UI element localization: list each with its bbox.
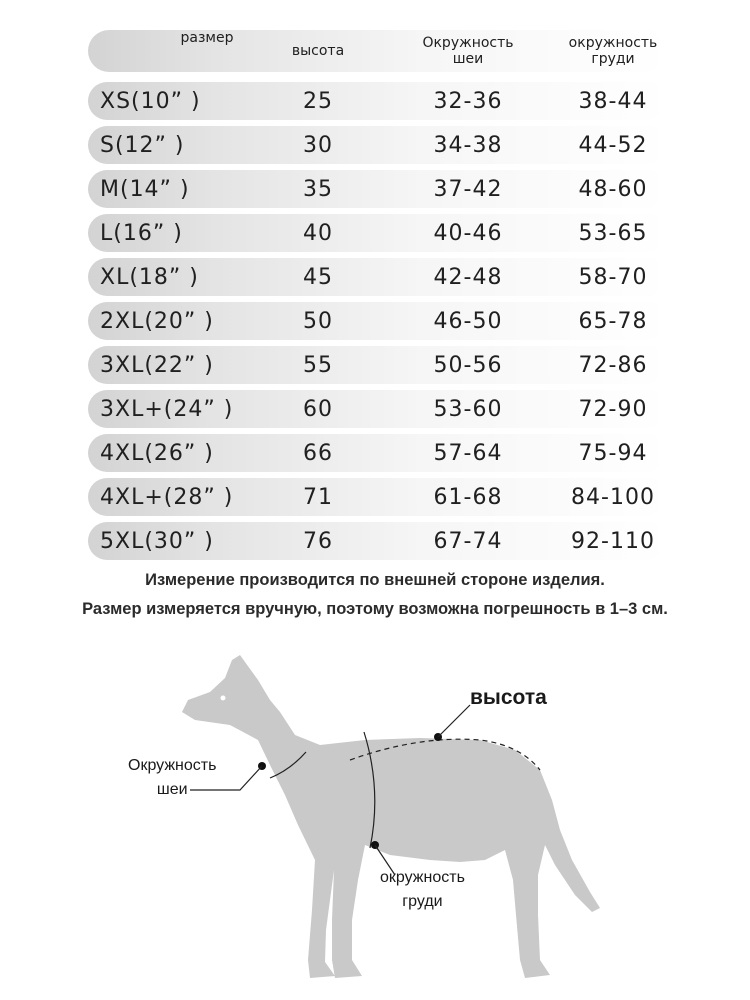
table-row <box>88 390 668 428</box>
cell-size: 2XL(20” ) <box>100 308 214 334</box>
cell-height: 35 <box>303 176 333 202</box>
cell-chest: 65-78 <box>578 308 648 334</box>
dog-eye-icon <box>221 696 226 701</box>
table-row <box>88 170 668 208</box>
cell-neck: 42-48 <box>433 264 503 290</box>
cell-neck: 67-74 <box>433 528 503 554</box>
cell-size: XS(10” ) <box>100 88 201 114</box>
cell-height: 55 <box>303 352 333 378</box>
header-chest: окружность груди <box>568 35 658 67</box>
cell-neck: 53-60 <box>433 396 503 422</box>
cell-chest: 72-90 <box>578 396 648 422</box>
table-row <box>88 522 668 560</box>
cell-height: 66 <box>303 440 333 466</box>
header-height: высота <box>291 43 345 59</box>
table-row <box>88 434 668 472</box>
cell-height: 50 <box>303 308 333 334</box>
cell-size: M(14” ) <box>100 176 190 202</box>
cell-chest: 92-110 <box>571 528 655 554</box>
table-row <box>88 126 668 164</box>
cell-chest: 53-65 <box>578 220 648 246</box>
table-row <box>88 302 668 340</box>
table-row <box>88 82 668 120</box>
cell-chest: 72-86 <box>578 352 648 378</box>
cell-chest: 48-60 <box>578 176 648 202</box>
cell-chest: 58-70 <box>578 264 648 290</box>
cell-height: 71 <box>303 484 333 510</box>
cell-neck: 32-36 <box>433 88 503 114</box>
cell-size: S(12” ) <box>100 132 185 158</box>
chest-label: окружность груди <box>380 869 465 910</box>
note-line-2: Размер измеряется вручную, поэтому возможна погрешность в 1–3 см. <box>82 600 668 618</box>
table-row <box>88 258 668 296</box>
note-line-1: Измерение производится по внешней стороне изделия. <box>145 571 605 589</box>
cell-neck: 61-68 <box>433 484 503 510</box>
cell-neck: 46-50 <box>433 308 503 334</box>
cell-size: 5XL(30” ) <box>100 528 214 554</box>
cell-size: 4XL(26” ) <box>100 440 214 466</box>
cell-chest: 84-100 <box>571 484 655 510</box>
cell-chest: 38-44 <box>578 88 648 114</box>
cell-neck: 57-64 <box>433 440 503 466</box>
table-header <box>88 30 668 72</box>
cell-size: L(16” ) <box>100 220 183 246</box>
table-row <box>88 478 668 516</box>
table-row <box>88 214 668 252</box>
header-size: размер <box>180 30 234 46</box>
cell-height: 60 <box>303 396 333 422</box>
cell-chest: 44-52 <box>578 132 648 158</box>
header-neck: Окружность шеи <box>422 35 514 67</box>
table-row <box>88 346 668 384</box>
cell-size: XL(18” ) <box>100 264 199 290</box>
cell-height: 76 <box>303 528 333 554</box>
cell-chest: 75-94 <box>578 440 648 466</box>
cell-size: 4XL+(28” ) <box>100 484 234 510</box>
cell-neck: 37-42 <box>433 176 503 202</box>
measurement-notes <box>0 566 750 624</box>
cell-neck: 50-56 <box>433 352 503 378</box>
cell-height: 25 <box>303 88 333 114</box>
height-leader <box>438 705 470 737</box>
cell-neck: 40-46 <box>433 220 503 246</box>
cell-size: 3XL(22” ) <box>100 352 214 378</box>
cell-height: 30 <box>303 132 333 158</box>
height-label: высота <box>470 686 547 709</box>
cell-height: 45 <box>303 264 333 290</box>
cell-height: 40 <box>303 220 333 246</box>
cell-size: 3XL+(24” ) <box>100 396 234 422</box>
neck-label: Окружность шеи <box>128 757 217 798</box>
cell-neck: 34-38 <box>433 132 503 158</box>
